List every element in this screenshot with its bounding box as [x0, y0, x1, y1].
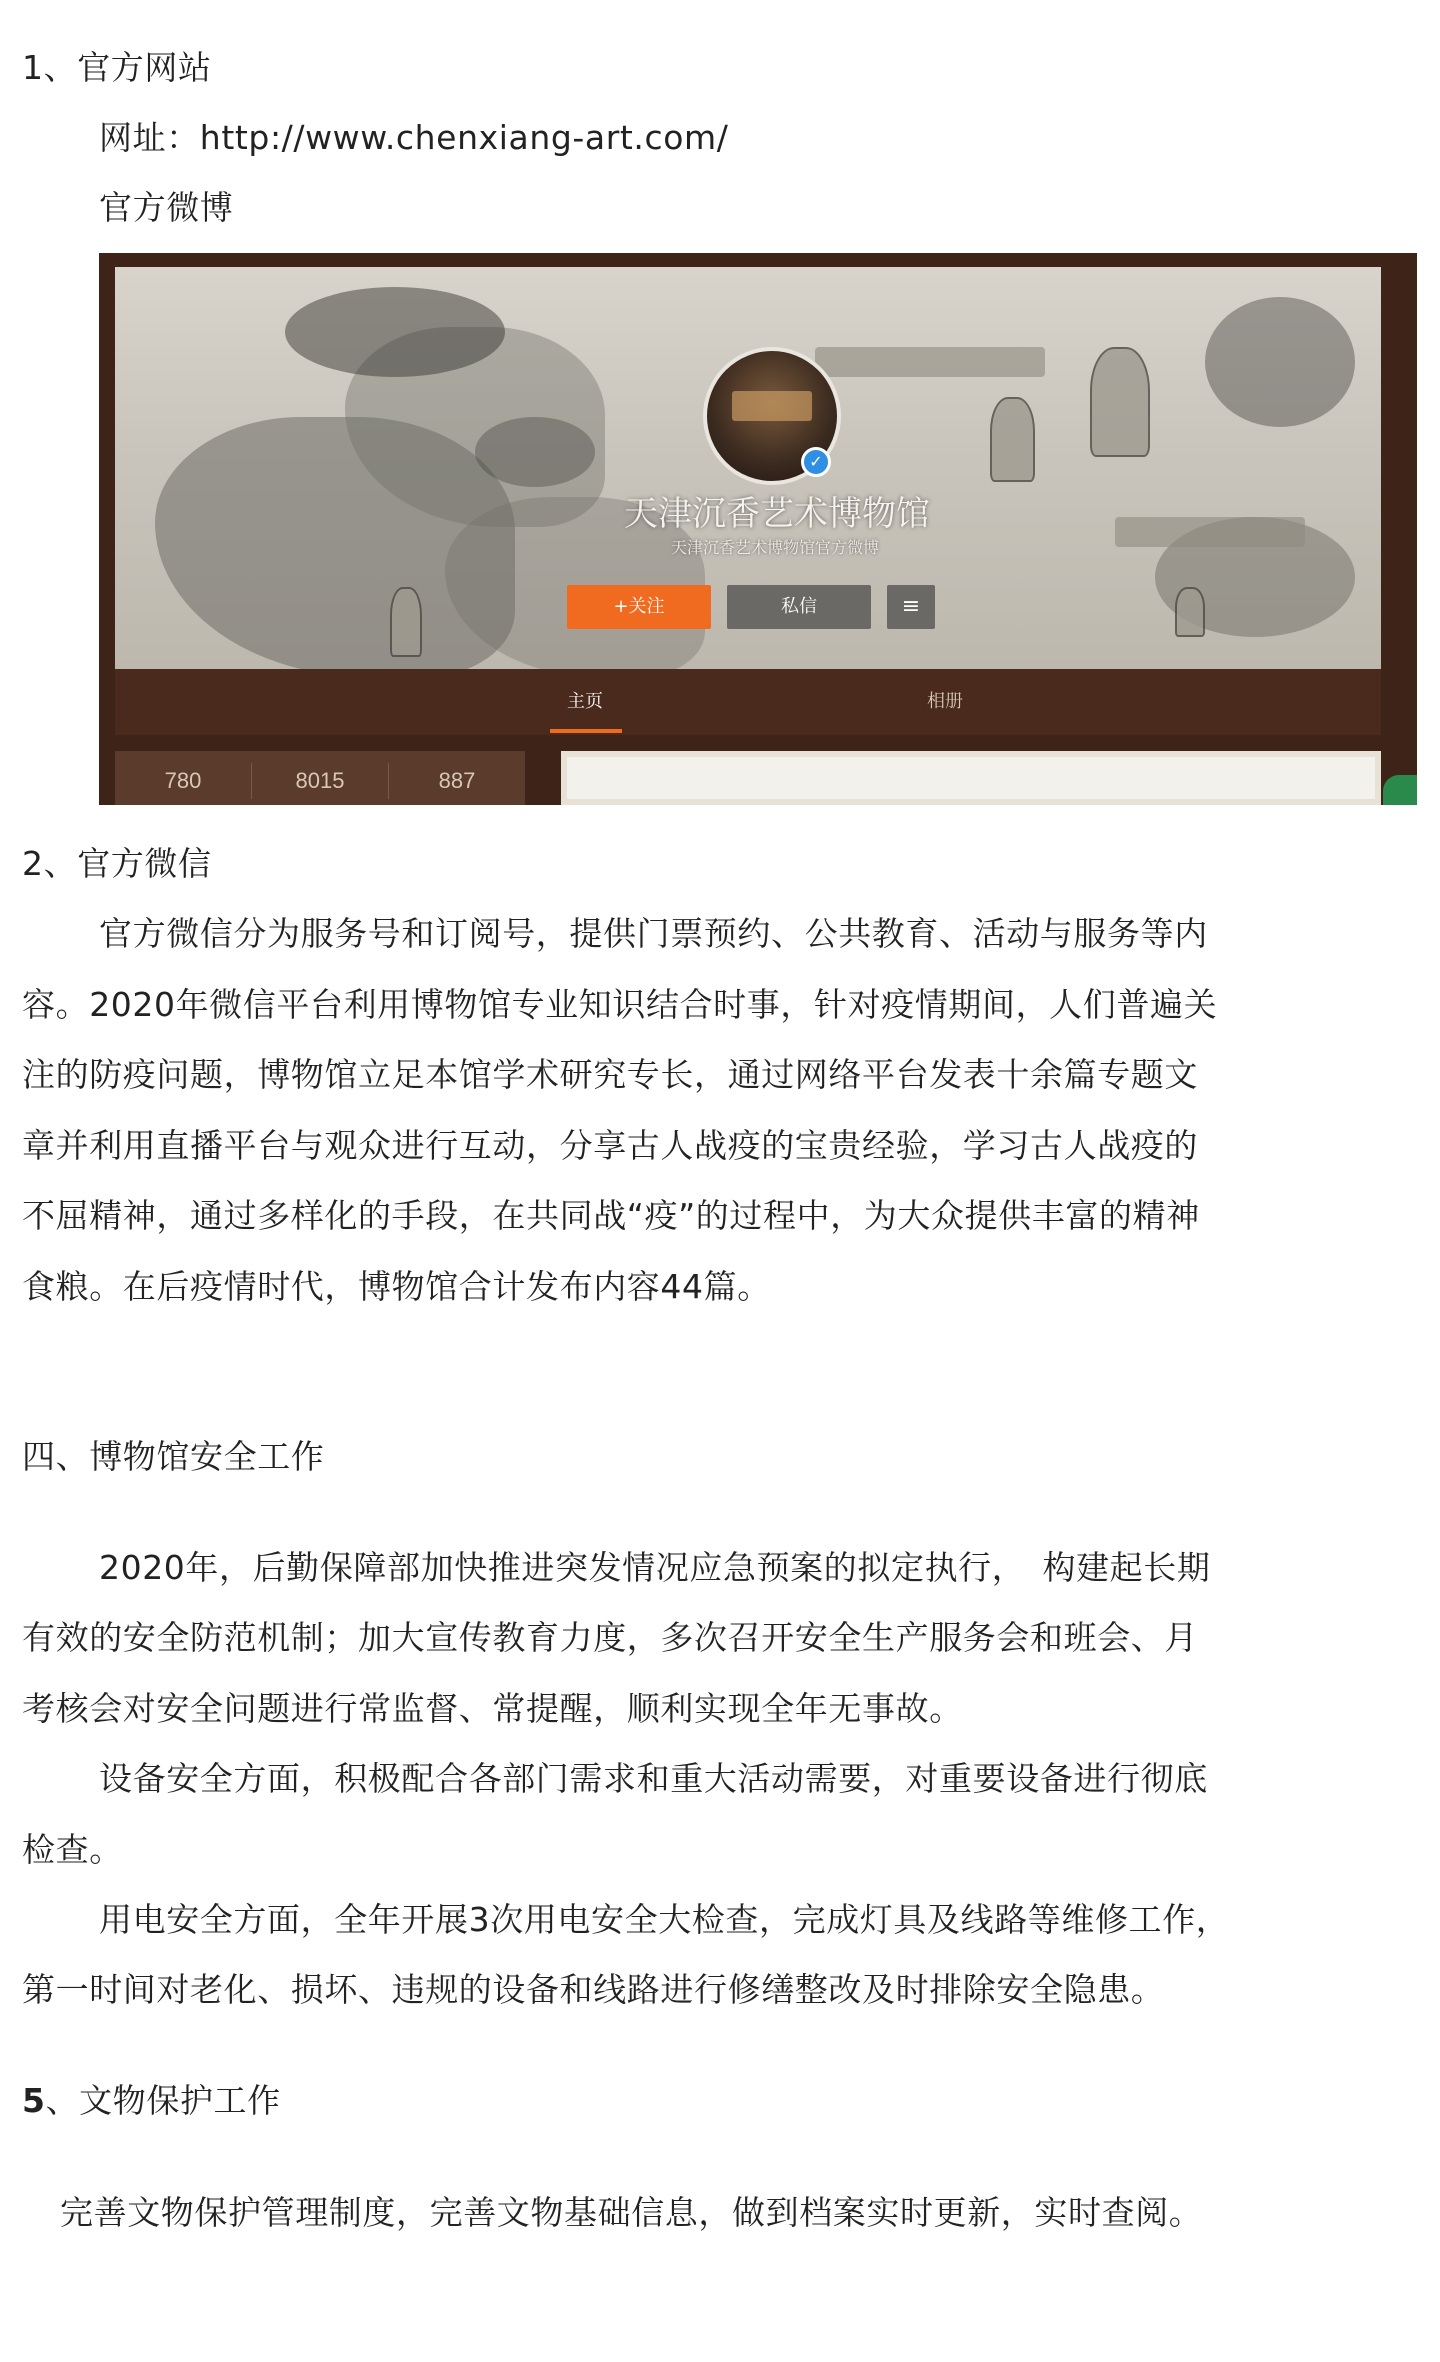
- weibo-tab-album[interactable]: 相册: [927, 691, 963, 712]
- weibo-float-button[interactable]: [1383, 775, 1417, 805]
- weibo-tab-bar: [115, 669, 1381, 735]
- equipment-safety-line: 设备安全方面，积极配合各部门需求和重大活动需要，对重要设备进行彻底: [99, 1759, 1208, 1798]
- wechat-paragraph-line: 容。2020年微信平台利用博物馆专业知识结合时事，针对疫情期间，人们普遍关: [22, 985, 1218, 1024]
- section-1-heading: 1、官方网站: [22, 48, 212, 87]
- wechat-paragraph-line: 章并利用直播平台与观众进行互动，分享古人战疫的宝贵经验，学习古人战疫的: [22, 1126, 1198, 1165]
- safety-paragraph-line: 有效的安全防范机制；加大宣传教育力度，多次召开安全生产服务会和班会、月: [22, 1618, 1198, 1657]
- electric-safety-line: 第一时间对老化、损坏、违规的设备和线路进行修缮整改及时排除安全隐患。: [22, 1970, 1165, 2009]
- verified-badge-icon: ✓: [801, 447, 831, 477]
- weibo-stat-followers[interactable]: 8015: [295, 768, 345, 793]
- website-address[interactable]: 网址：http://www.chenxiang-art.com/: [99, 118, 729, 157]
- weibo-profile-name[interactable]: 天津沉香艺术博物馆: [624, 494, 930, 534]
- section-5-heading: [22, 2079, 281, 2123]
- weibo-tab-home[interactable]: 主页: [567, 691, 603, 712]
- weibo-profile-desc: 天津沉香艺术博物馆官方微博: [670, 538, 879, 557]
- wechat-paragraph-line: 注的防疫问题，博物馆立足本馆学术研究专长，通过网络平台发表十余篇专题文: [22, 1055, 1198, 1094]
- wechat-paragraph-line: 不屈精神，通过多样化的手段，在共同战“疫”的过程中，为大众提供丰富的精神: [22, 1196, 1200, 1235]
- weibo-banner-painting: [115, 267, 1381, 669]
- weibo-screenshot: [99, 253, 1417, 805]
- weibo-stat-following[interactable]: 780: [164, 768, 202, 793]
- weibo-stat-posts[interactable]: 887: [438, 768, 476, 793]
- weibo-feed-panel: [561, 751, 1381, 805]
- weibo-label: 官方微博: [99, 188, 234, 227]
- relic-protection-paragraph: 完善文物保护管理制度，完善文物基础信息，做到档案实时更新，实时查阅。: [60, 2193, 1203, 2232]
- section-5-title: 、文物保护工作: [45, 2081, 281, 2120]
- weibo-message-button[interactable]: 私信: [727, 585, 871, 629]
- wechat-paragraph-line: 官方微信分为服务号和订阅号，提供门票预约、公共教育、活动与服务等内: [99, 914, 1208, 953]
- weibo-follow-button[interactable]: +关注: [567, 585, 711, 629]
- equipment-safety-line: 检查。: [22, 1830, 123, 1869]
- section-2-heading: 2、官方微信: [22, 844, 212, 883]
- section-4-heading: 四、博物馆安全工作: [22, 1437, 325, 1476]
- safety-paragraph-line: 考核会对安全问题进行常监督、常提醒，顺利实现全年无事故。: [22, 1689, 963, 1728]
- safety-paragraph-line: 2020年，后勤保障部加快推进突发情况应急预案的拟定执行， 构建起长期: [99, 1548, 1211, 1587]
- wechat-paragraph-line: 食粮。在后疫情时代，博物馆合计发布内容44篇。: [22, 1267, 771, 1306]
- weibo-stats: [115, 751, 525, 805]
- section-5-number: 5: [22, 2081, 46, 2120]
- electric-safety-line: 用电安全方面，全年开展3次用电安全大检查，完成灯具及线路等维修工作，: [99, 1900, 1230, 1939]
- weibo-more-menu-icon[interactable]: ≡: [887, 585, 935, 629]
- weibo-tab-active-indicator: [550, 729, 622, 733]
